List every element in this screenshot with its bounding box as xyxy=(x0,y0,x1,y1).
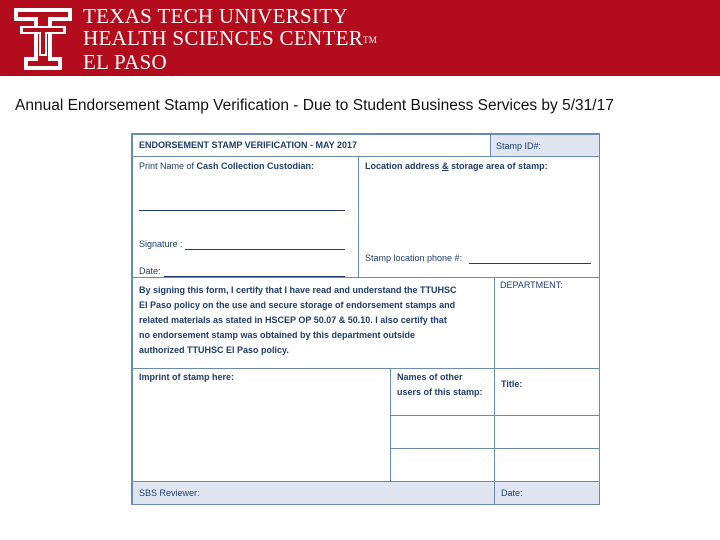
verification-form xyxy=(131,133,600,505)
print-name-label: Print Name of xyxy=(139,161,197,171)
form-title: ENDORSEMENT STAMP VERIFICATION - MAY 2017 xyxy=(139,140,358,150)
location-label-a: Location address xyxy=(365,161,443,171)
certify-line-4: no endorsement stamp was obtained by this department outside xyxy=(139,330,416,340)
print-name-line[interactable] xyxy=(139,210,345,211)
sbs-reviewer-cell[interactable] xyxy=(132,481,495,505)
stamp-phone-label: Stamp location phone #: xyxy=(365,253,463,263)
certify-line-3: related materials as stated in HSCEP OP 50.07 & 50.10. I also certify that xyxy=(139,315,447,325)
certify-line-1: By signing this form, I certify that I have read and understand the TTUHSC xyxy=(139,285,457,295)
department-label: DEPARTMENT: xyxy=(500,280,563,290)
trademark-mark: TM xyxy=(363,35,378,46)
location-cell[interactable] xyxy=(358,156,600,278)
institution-name xyxy=(83,5,377,73)
title-row-1[interactable] xyxy=(494,415,600,449)
header-banner xyxy=(0,0,720,76)
imprint-cell[interactable] xyxy=(132,368,391,482)
page-subtitle: Annual Endorsement Stamp Verification - Due to Student Business Services by 5/31/17 xyxy=(15,97,614,114)
title-row-2[interactable] xyxy=(494,448,600,482)
imprint-label: Imprint of stamp here: xyxy=(139,372,235,382)
stamp-phone-line[interactable] xyxy=(469,263,591,264)
signature-label: Signature : xyxy=(139,239,183,249)
certify-line-5: authorized TTUHSC El Paso policy. xyxy=(139,345,289,355)
date-label: Date: xyxy=(139,266,161,276)
title-header-cell xyxy=(494,368,600,416)
institution-line-3: EL PASO xyxy=(83,50,167,75)
title-label: Title: xyxy=(501,379,523,389)
department-cell[interactable] xyxy=(494,277,600,369)
stamp-id-label: Stamp ID#: xyxy=(496,141,542,151)
double-t-logo-icon xyxy=(14,8,72,70)
certify-line-2: El Paso policy on the use and secure storage of endorsement stamps and xyxy=(139,300,456,310)
sbs-reviewer-label: SBS Reviewer: xyxy=(139,488,200,498)
other-users-label-2: users of this stamp: xyxy=(397,387,483,397)
certification-cell xyxy=(132,277,495,369)
stamp-id-cell[interactable] xyxy=(490,134,600,157)
other-users-label-1: Names of other xyxy=(397,372,463,382)
other-user-row-1[interactable] xyxy=(390,415,495,449)
institution-line-1: TEXAS TECH UNIVERSITY xyxy=(83,4,348,28)
signature-line[interactable] xyxy=(185,249,345,250)
institution-line-2: HEALTH SCIENCES CENTER xyxy=(83,26,363,50)
location-amp: & xyxy=(442,161,449,171)
custodian-cell[interactable] xyxy=(132,156,359,278)
other-user-row-2[interactable] xyxy=(390,448,495,482)
custodian-label: Cash Collection Custodian: xyxy=(196,161,315,171)
review-date-label: Date: xyxy=(501,488,523,498)
review-date-cell[interactable] xyxy=(494,481,600,505)
form-title-cell xyxy=(132,134,491,157)
location-label-b: storage area of stamp: xyxy=(448,161,548,171)
other-users-header-cell xyxy=(390,368,495,416)
